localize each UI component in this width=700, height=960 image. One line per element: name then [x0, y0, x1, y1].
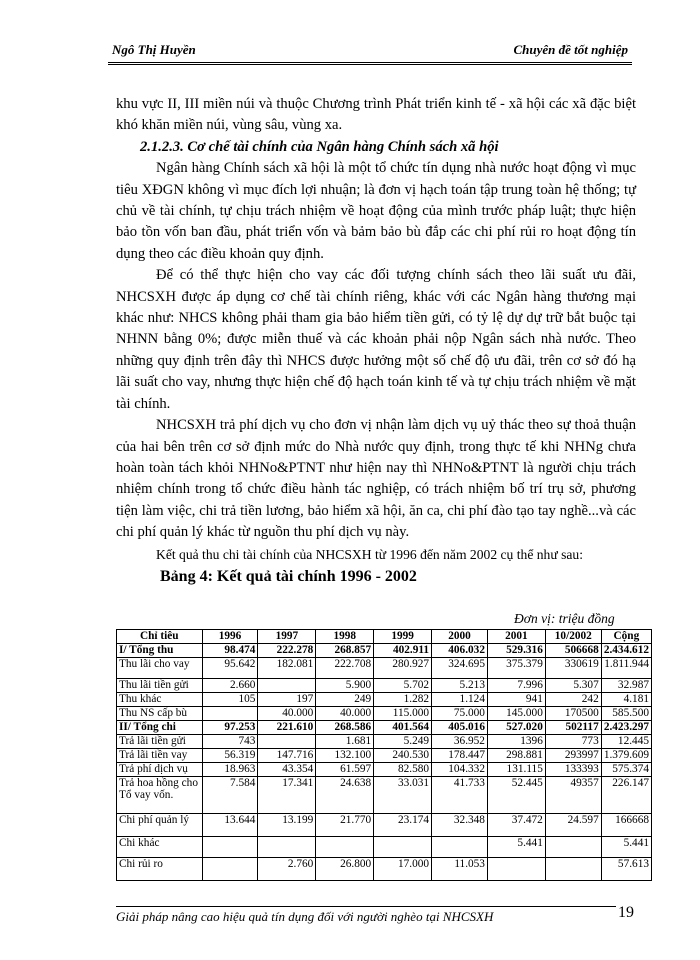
value-cell: 147.716 — [258, 749, 316, 763]
value-cell: 280.927 — [374, 658, 432, 679]
value-cell: 2.760 — [258, 858, 316, 881]
paragraph-0: khu vực II, III miền núi và thuộc Chương trình Phát triển kinh tế - xã hội các xã đặc biệt khó khăn miền núi, vùng sâu, vùng xa. — [116, 96, 636, 134]
value-cell: 105 — [202, 693, 258, 707]
table-row — [117, 721, 652, 735]
value-cell: 5.441 — [601, 837, 651, 858]
value-cell: 98.474 — [202, 644, 258, 658]
value-cell: 41.733 — [432, 777, 488, 814]
table-row — [117, 693, 652, 707]
value-cell: 502117 — [545, 721, 601, 735]
value-cell: 12.445 — [601, 735, 651, 749]
value-cell: 402.911 — [374, 644, 432, 658]
table-row — [117, 814, 652, 837]
value-cell: 52.445 — [487, 777, 545, 814]
table-unit: Đơn vị: triệu đồng — [514, 611, 615, 626]
value-cell: 13.199 — [258, 814, 316, 837]
value-cell: 182.081 — [258, 658, 316, 679]
value-cell: 527.020 — [487, 721, 545, 735]
table-row — [117, 837, 652, 858]
value-cell: 95.642 — [202, 658, 258, 679]
section-heading: 2.1.2.3. Cơ chế tài chính của Ngân hàng Chính sách xã hội — [140, 138, 499, 155]
row-label-cell: Thu khác — [117, 693, 203, 707]
table-row — [117, 644, 652, 658]
value-cell: 5.441 — [487, 837, 545, 858]
value-cell — [258, 679, 316, 693]
value-cell: 166668 — [601, 814, 651, 837]
value-cell: 17.000 — [374, 858, 432, 881]
value-cell: 17.341 — [258, 777, 316, 814]
value-cell: 5.249 — [374, 735, 432, 749]
value-cell — [545, 837, 601, 858]
value-cell: 57.613 — [601, 858, 651, 881]
value-cell: 75.000 — [432, 707, 488, 721]
table-title: Bảng 4: Kết quả tài chính 1996 - 2002 — [160, 567, 417, 585]
value-cell: 1.124 — [432, 693, 488, 707]
footer-rule — [116, 906, 616, 907]
value-cell: 170500 — [545, 707, 601, 721]
value-cell: 197 — [258, 693, 316, 707]
value-cell: 132.100 — [316, 749, 374, 763]
value-cell: 4.181 — [601, 693, 651, 707]
value-cell: 585.500 — [601, 707, 651, 721]
table-row — [117, 749, 652, 763]
page-header — [108, 40, 632, 65]
table-intro: Kết quả thu chi tài chính của NHCSXH từ 1996 đến năm 2002 cụ thể như sau: — [156, 546, 584, 562]
value-cell: 298.881 — [487, 749, 545, 763]
value-cell: 268.586 — [316, 721, 374, 735]
row-label-cell: Thu lãi cho vay — [117, 658, 203, 679]
table-header-cell: 2001 — [487, 630, 545, 644]
value-cell — [202, 858, 258, 881]
value-cell: 240.530 — [374, 749, 432, 763]
value-cell: 1.681 — [316, 735, 374, 749]
row-label-cell: Thu lãi tiền gửi — [117, 679, 203, 693]
value-cell: 2.660 — [202, 679, 258, 693]
row-label-cell: Chi phí quản lý — [117, 814, 203, 837]
value-cell — [258, 837, 316, 858]
value-cell: 33.031 — [374, 777, 432, 814]
value-cell: 405.016 — [432, 721, 488, 735]
value-cell: 293997 — [545, 749, 601, 763]
value-cell: 133393 — [545, 763, 601, 777]
value-cell: 26.800 — [316, 858, 374, 881]
table-header-cell: 1998 — [316, 630, 374, 644]
footer-text: Giải pháp nâng cao hiệu quả tín dụng đối với người nghèo tại NHCSXH — [116, 909, 494, 924]
table-header-cell: 2000 — [432, 630, 488, 644]
value-cell: 36.952 — [432, 735, 488, 749]
value-cell: 1.282 — [374, 693, 432, 707]
row-label-cell: II/ Tổng chi — [117, 721, 203, 735]
value-cell: 24.597 — [545, 814, 601, 837]
table-row — [117, 658, 652, 679]
value-cell: 226.147 — [601, 777, 651, 814]
table-header-cell: 1996 — [202, 630, 258, 644]
row-label-cell: Trả lãi tiền vay — [117, 749, 203, 763]
value-cell: 5.702 — [374, 679, 432, 693]
table-header-cell: 1997 — [258, 630, 316, 644]
value-cell: 13.644 — [202, 814, 258, 837]
header-author: Ngô Thị Huyền — [112, 42, 196, 57]
value-cell: 773 — [545, 735, 601, 749]
paragraph-3: NHCSXH trả phí dịch vụ cho đơn vị nhận làm dịch vụ uỷ thác theo sự thoả thuận của hai bên trên cơ sở định mức do Nhà nước quy định, trong thực tế khi NHNg chưa hoàn toàn tách khỏi NHNo&PTNT như hiện nay thì NHNo&PTNT là người chịu trách nhiệm chính trong tổ chức điều hành tác nghiệp, có trách nhiệm bố trí trụ sở, phương tiện làm việc, chi trả tiền lương, bảo hiểm xã hội, ăn ca, chi phí đào tạo tay nghề...và các chi phí quản lý khác từ nguồn thu phí dịch vụ này. — [116, 417, 636, 541]
value-cell: 7.584 — [202, 777, 258, 814]
table-row — [117, 679, 652, 693]
value-cell: 40.000 — [258, 707, 316, 721]
body-text — [116, 94, 636, 587]
value-cell: 222.278 — [258, 644, 316, 658]
value-cell: 941 — [487, 693, 545, 707]
table-header-cell: Cộng — [601, 630, 651, 644]
header-title: Chuyên đề tốt nghiệp — [513, 42, 628, 57]
value-cell: 49357 — [545, 777, 601, 814]
value-cell: 401.564 — [374, 721, 432, 735]
value-cell — [432, 837, 488, 858]
value-cell: 1.379.609 — [601, 749, 651, 763]
value-cell: 1.811.944 — [601, 658, 651, 679]
value-cell: 7.996 — [487, 679, 545, 693]
table-row — [117, 777, 652, 814]
table-row — [117, 858, 652, 881]
table-header-cell: Chỉ tiêu — [117, 630, 203, 644]
table-header-row — [117, 630, 652, 644]
value-cell: 5.213 — [432, 679, 488, 693]
value-cell: 1396 — [487, 735, 545, 749]
value-cell: 2.423.297 — [601, 721, 651, 735]
value-cell: 268.857 — [316, 644, 374, 658]
value-cell: 32.987 — [601, 679, 651, 693]
table-row — [117, 763, 652, 777]
value-cell: 82.580 — [374, 763, 432, 777]
value-cell: 104.332 — [432, 763, 488, 777]
financial-table — [116, 629, 652, 881]
value-cell: 115.000 — [374, 707, 432, 721]
value-cell: 5.900 — [316, 679, 374, 693]
value-cell: 249 — [316, 693, 374, 707]
value-cell: 32.348 — [432, 814, 488, 837]
value-cell: 61.597 — [316, 763, 374, 777]
value-cell: 97.253 — [202, 721, 258, 735]
value-cell: 5.307 — [545, 679, 601, 693]
value-cell: 43.354 — [258, 763, 316, 777]
value-cell — [202, 707, 258, 721]
value-cell: 375.379 — [487, 658, 545, 679]
table-header-cell: 1999 — [374, 630, 432, 644]
value-cell — [487, 858, 545, 881]
page-number: 19 — [618, 904, 634, 921]
value-cell — [374, 837, 432, 858]
paragraph-1: Ngân hàng Chính sách xã hội là một tổ chức tín dụng nhà nước hoạt động vì mục tiêu XĐGN không vì mục đích lợi nhuận; là đơn vị hạch toán tập trung toàn hệ thống; tự chủ về tài chính, tự chịu trách nhiệm về hoạt động của mình trước pháp luật; thực hiện bảo tồn vốn ban đầu, phát triển vốn và bảm bảo bù đắp các chi phí rủi ro hoạt động tín dụng theo các điều khoản quy định. — [116, 160, 636, 262]
row-label-cell: I/ Tổng thu — [117, 644, 203, 658]
table-row — [117, 707, 652, 721]
paragraph-2: Để có thể thực hiện cho vay các đối tượng chính sách theo lãi suất ưu đãi, NHCSXH được áp dụng cơ chế tài chính riêng, khác với các Ngân hàng thương mại khác như: NHCS không phải tham gia bảo hiểm tiền gửi, có tỷ lệ dự dự trữ bắt buộc tại NHNN bằng 0%; được miễn thuế và các khoản phải nộp Ngân sách nhà nước. Theo những quy định trên đây thì NHCS được hưởng một số chế độ ưu đãi, trên cơ sở đó hạ lãi suất cho vay, nhưng thực hiện chế độ hạch toán kinh tế và tự chịu trách nhiệm về mặt tài chính. — [116, 267, 636, 412]
table-header-cell: 10/2002 — [545, 630, 601, 644]
value-cell: 18.963 — [202, 763, 258, 777]
row-label-cell: Trả hoa hồng cho Tổ vay vốn. — [117, 777, 203, 814]
value-cell: 529.316 — [487, 644, 545, 658]
value-cell: 221.610 — [258, 721, 316, 735]
value-cell — [258, 735, 316, 749]
value-cell: 330619 — [545, 658, 601, 679]
value-cell: 56.319 — [202, 749, 258, 763]
value-cell: 37.472 — [487, 814, 545, 837]
row-label-cell: Chi khác — [117, 837, 203, 858]
row-label-cell: Trả phí dịch vụ — [117, 763, 203, 777]
value-cell: 131.115 — [487, 763, 545, 777]
value-cell: 40.000 — [316, 707, 374, 721]
value-cell: 145.000 — [487, 707, 545, 721]
value-cell: 11.053 — [432, 858, 488, 881]
table-row — [117, 735, 652, 749]
value-cell: 242 — [545, 693, 601, 707]
value-cell: 575.374 — [601, 763, 651, 777]
value-cell — [202, 837, 258, 858]
row-label-cell: Chi rủi ro — [117, 858, 203, 881]
value-cell: 178.447 — [432, 749, 488, 763]
value-cell: 222.708 — [316, 658, 374, 679]
row-label-cell: Trả lãi tiền gửi — [117, 735, 203, 749]
value-cell: 406.032 — [432, 644, 488, 658]
value-cell: 21.770 — [316, 814, 374, 837]
value-cell: 23.174 — [374, 814, 432, 837]
value-cell: 24.638 — [316, 777, 374, 814]
value-cell: 743 — [202, 735, 258, 749]
value-cell: 2.434.612 — [601, 644, 651, 658]
value-cell — [545, 858, 601, 881]
value-cell: 506668 — [545, 644, 601, 658]
value-cell: 324.695 — [432, 658, 488, 679]
row-label-cell: Thu NS cấp bù — [117, 707, 203, 721]
value-cell — [316, 837, 374, 858]
